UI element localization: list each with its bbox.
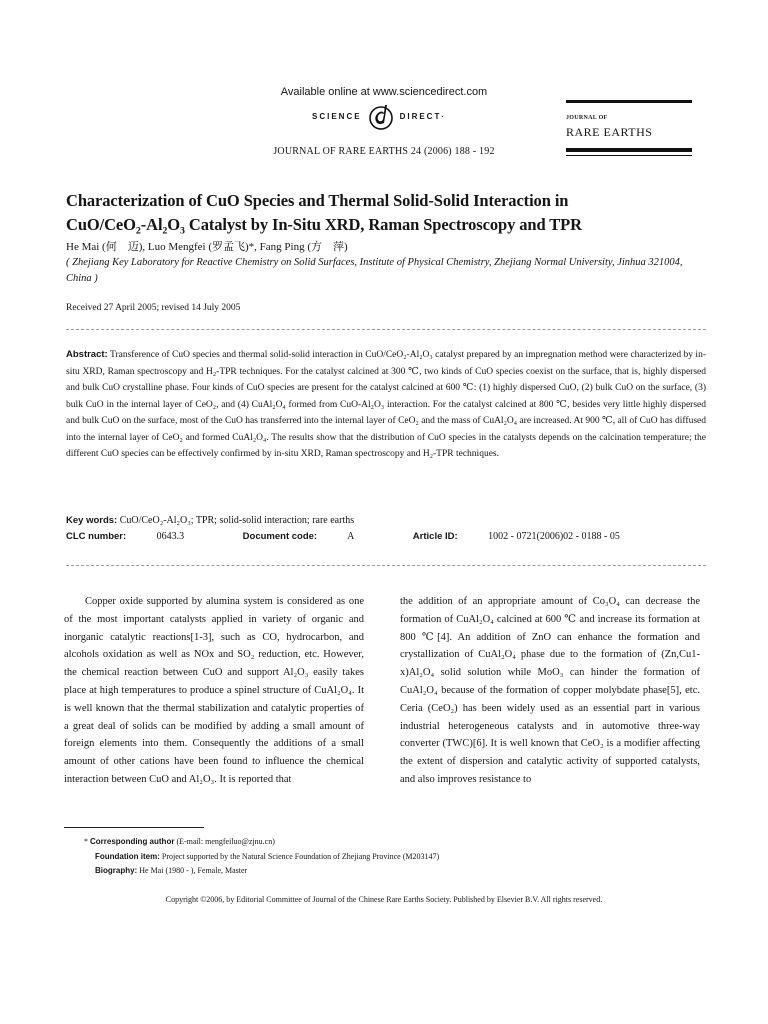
footnote-biography <box>95 866 247 875</box>
keywords-label: Key words: <box>66 515 118 526</box>
abstract <box>66 347 706 463</box>
copyright-notice: Copyright ©2006, by Editorial Committee of Journal of the Chinese Rare Earths Society. Published by Elsevier B.V. All rights reserved. <box>165 895 603 904</box>
biography-text: He Mai (1980 - ), Female, Master <box>139 866 248 875</box>
journal-logo-name: RARE EARTHS <box>566 125 653 139</box>
article-title-line-1: Characterization of CuO Species and Thermal Solid-Solid Interaction in <box>66 191 569 210</box>
sciencedirect-dot: · <box>441 111 445 121</box>
footnote-foundation <box>95 852 439 861</box>
article-id-value: 1002 - 0721(2006)02 - 0188 - 05 <box>488 531 620 542</box>
clc-label: CLC number: <box>66 531 127 542</box>
affiliation: ( Zhejiang Key Laboratory for Reactive Chemistry on Solid Surfaces, Institute of Physical Chemistry, Zhejiang Normal University, Jinhua 321004, China ) <box>66 257 683 284</box>
received-date: Received 27 April 2005; revised 14 July 2005 <box>66 303 241 313</box>
divider-top <box>66 329 706 330</box>
article-title-line-2: CuO/CeO₂-Al₂O₃ Catalyst by In-Situ XRD, Raman Spectroscopy and TPR <box>66 215 582 234</box>
corresponding-label: Corresponding author <box>90 837 175 846</box>
divider-bottom <box>66 565 706 566</box>
foundation-label: Foundation item: <box>95 852 160 861</box>
body-column-right <box>400 593 700 789</box>
journal-logo-of: JOURNAL OF <box>566 115 608 121</box>
available-online-line: Available online at www.sciencedirect.com <box>280 86 488 98</box>
journal-logo-box <box>566 100 692 160</box>
corresponding-text: (E-mail: mengfeiluo@zjnu.cn) <box>176 837 275 846</box>
article-title <box>66 189 706 237</box>
journal-citation-line: JOURNAL OF RARE EARTHS 24 (2006) 188 - 192 <box>273 146 495 157</box>
direct-word: DIRECT <box>399 111 442 121</box>
body-paragraph-right: the addition of an appropriate amount of Co₃O₄ can decrease the formation of CuAl₂O₄ calcined at 600 ℃ and increase its formation at 800 ℃[4]. An addition of ZnO can enhance the formation and crystallization of CuAl₂O₄ phase due to the formation of (Zn,Cu1-x)Al₂O₄ solid solution while MoO₃ can hinder the formation of CuAl₂O₄ because of the formation of copper molybdate phase[5], etc. Ceria (CeO₂) has been widely used as an essential part in various industrial heterogeneous catalysts and in automotive three-way converter (TWC)[6]. It is well known that CeO₂ is a modifier affecting the extent of dispersion and catalytic activity of supported catalysts, and also improves resistance to <box>400 596 700 785</box>
sciencedirect-d-icon <box>364 101 398 131</box>
foundation-text: Project supported by the Natural Science Foundation of Zhejiang Province (M203147) <box>161 852 440 861</box>
journal-logo-bottom-rule <box>566 148 692 152</box>
article-id-label: Article ID: <box>412 531 458 542</box>
document-code-value: A <box>347 531 355 542</box>
authors: He Mai (何 迈), Luo Mengfei (罗孟飞)*, Fang Ping (方 萍) <box>66 241 348 253</box>
keywords <box>66 515 354 526</box>
body-column-left <box>64 593 364 789</box>
clc-value: 0643.3 <box>156 531 185 542</box>
sciencedirect-logo <box>312 101 444 131</box>
abstract-label: Abstract: <box>66 349 108 360</box>
footnote-corresponding <box>84 837 275 846</box>
keywords-text: CuO/CeO₂-Al₂O₃; TPR; solid-solid interaction; rare earths <box>119 515 355 526</box>
abstract-text: Transference of CuO species and thermal solid-solid interaction in CuO/CeO₂-Al₂O₃ catalyst prepared by an impregnation method were characterized by in-situ XRD, Raman spectroscopy and H₂-TPR techniques. For the catalyst calcined at 300 ℃, two kinds of CuO species coexist on the surface, that is, highly dispersed and bulk CuO crystalline phase. Four kinds of CuO species are present for the catalyst calcined at 600 ℃: (1) highly dispersed CuO, (2) bulk CuO on the surface, (3) bulk CuO in the internal layer of CeO₂, and (4) CuAl₂O₄ formed from CuO-Al₂O₃ interaction. For the catalyst calcined at 800 ℃, besides very little highly dispersed and bulk CuO on the surface, most of the CuO has transferred into the internal layer of CeO₂ and the mass of CuAl₂O₄ are increased. At 900 ℃, all of CuO has diffused into the internal layer of CeO₂ and formed CuAl₂O₄. The results show that the distribution of CuO species in the catalysts depends on the calcination temperature; the different CuO species can be effectively confirmed by in-situ XRD, Raman spectroscopy and H₂-TPR techniques. <box>66 350 706 459</box>
biography-label: Biography: <box>95 866 138 875</box>
document-code-label: Document code: <box>242 531 318 542</box>
asterisk-marker: * <box>84 837 88 846</box>
footnote-rule <box>64 827 204 828</box>
science-word: SCIENCE <box>312 111 362 121</box>
body-paragraph-left: Copper oxide supported by alumina system is considered as one of the most important catalysts applied in variety of organic and inorganic catalytic reactions[1-3], such as CO, hydrocarbon, and alcohols oxidation as well as NOx and SO₂ reduction, etc. However, the chemical reaction between CuO and support Al₂O₃ easily takes place at high temperatures to produce a spinel structure of CuAl₂O₄. It is well known that the thermal stabilization and catalytic properties of a great deal of solids can be modified by adding a small amount of foreign elements into them. Consequently the additions of a small amount of other cations have been found to influence the chemical interaction between CuO and Al₂O₃. It is reported that <box>64 596 364 785</box>
classification-line <box>66 531 706 542</box>
journal-logo-bottom-thin-rule <box>566 155 692 156</box>
journal-logo-top-rule <box>566 100 692 103</box>
